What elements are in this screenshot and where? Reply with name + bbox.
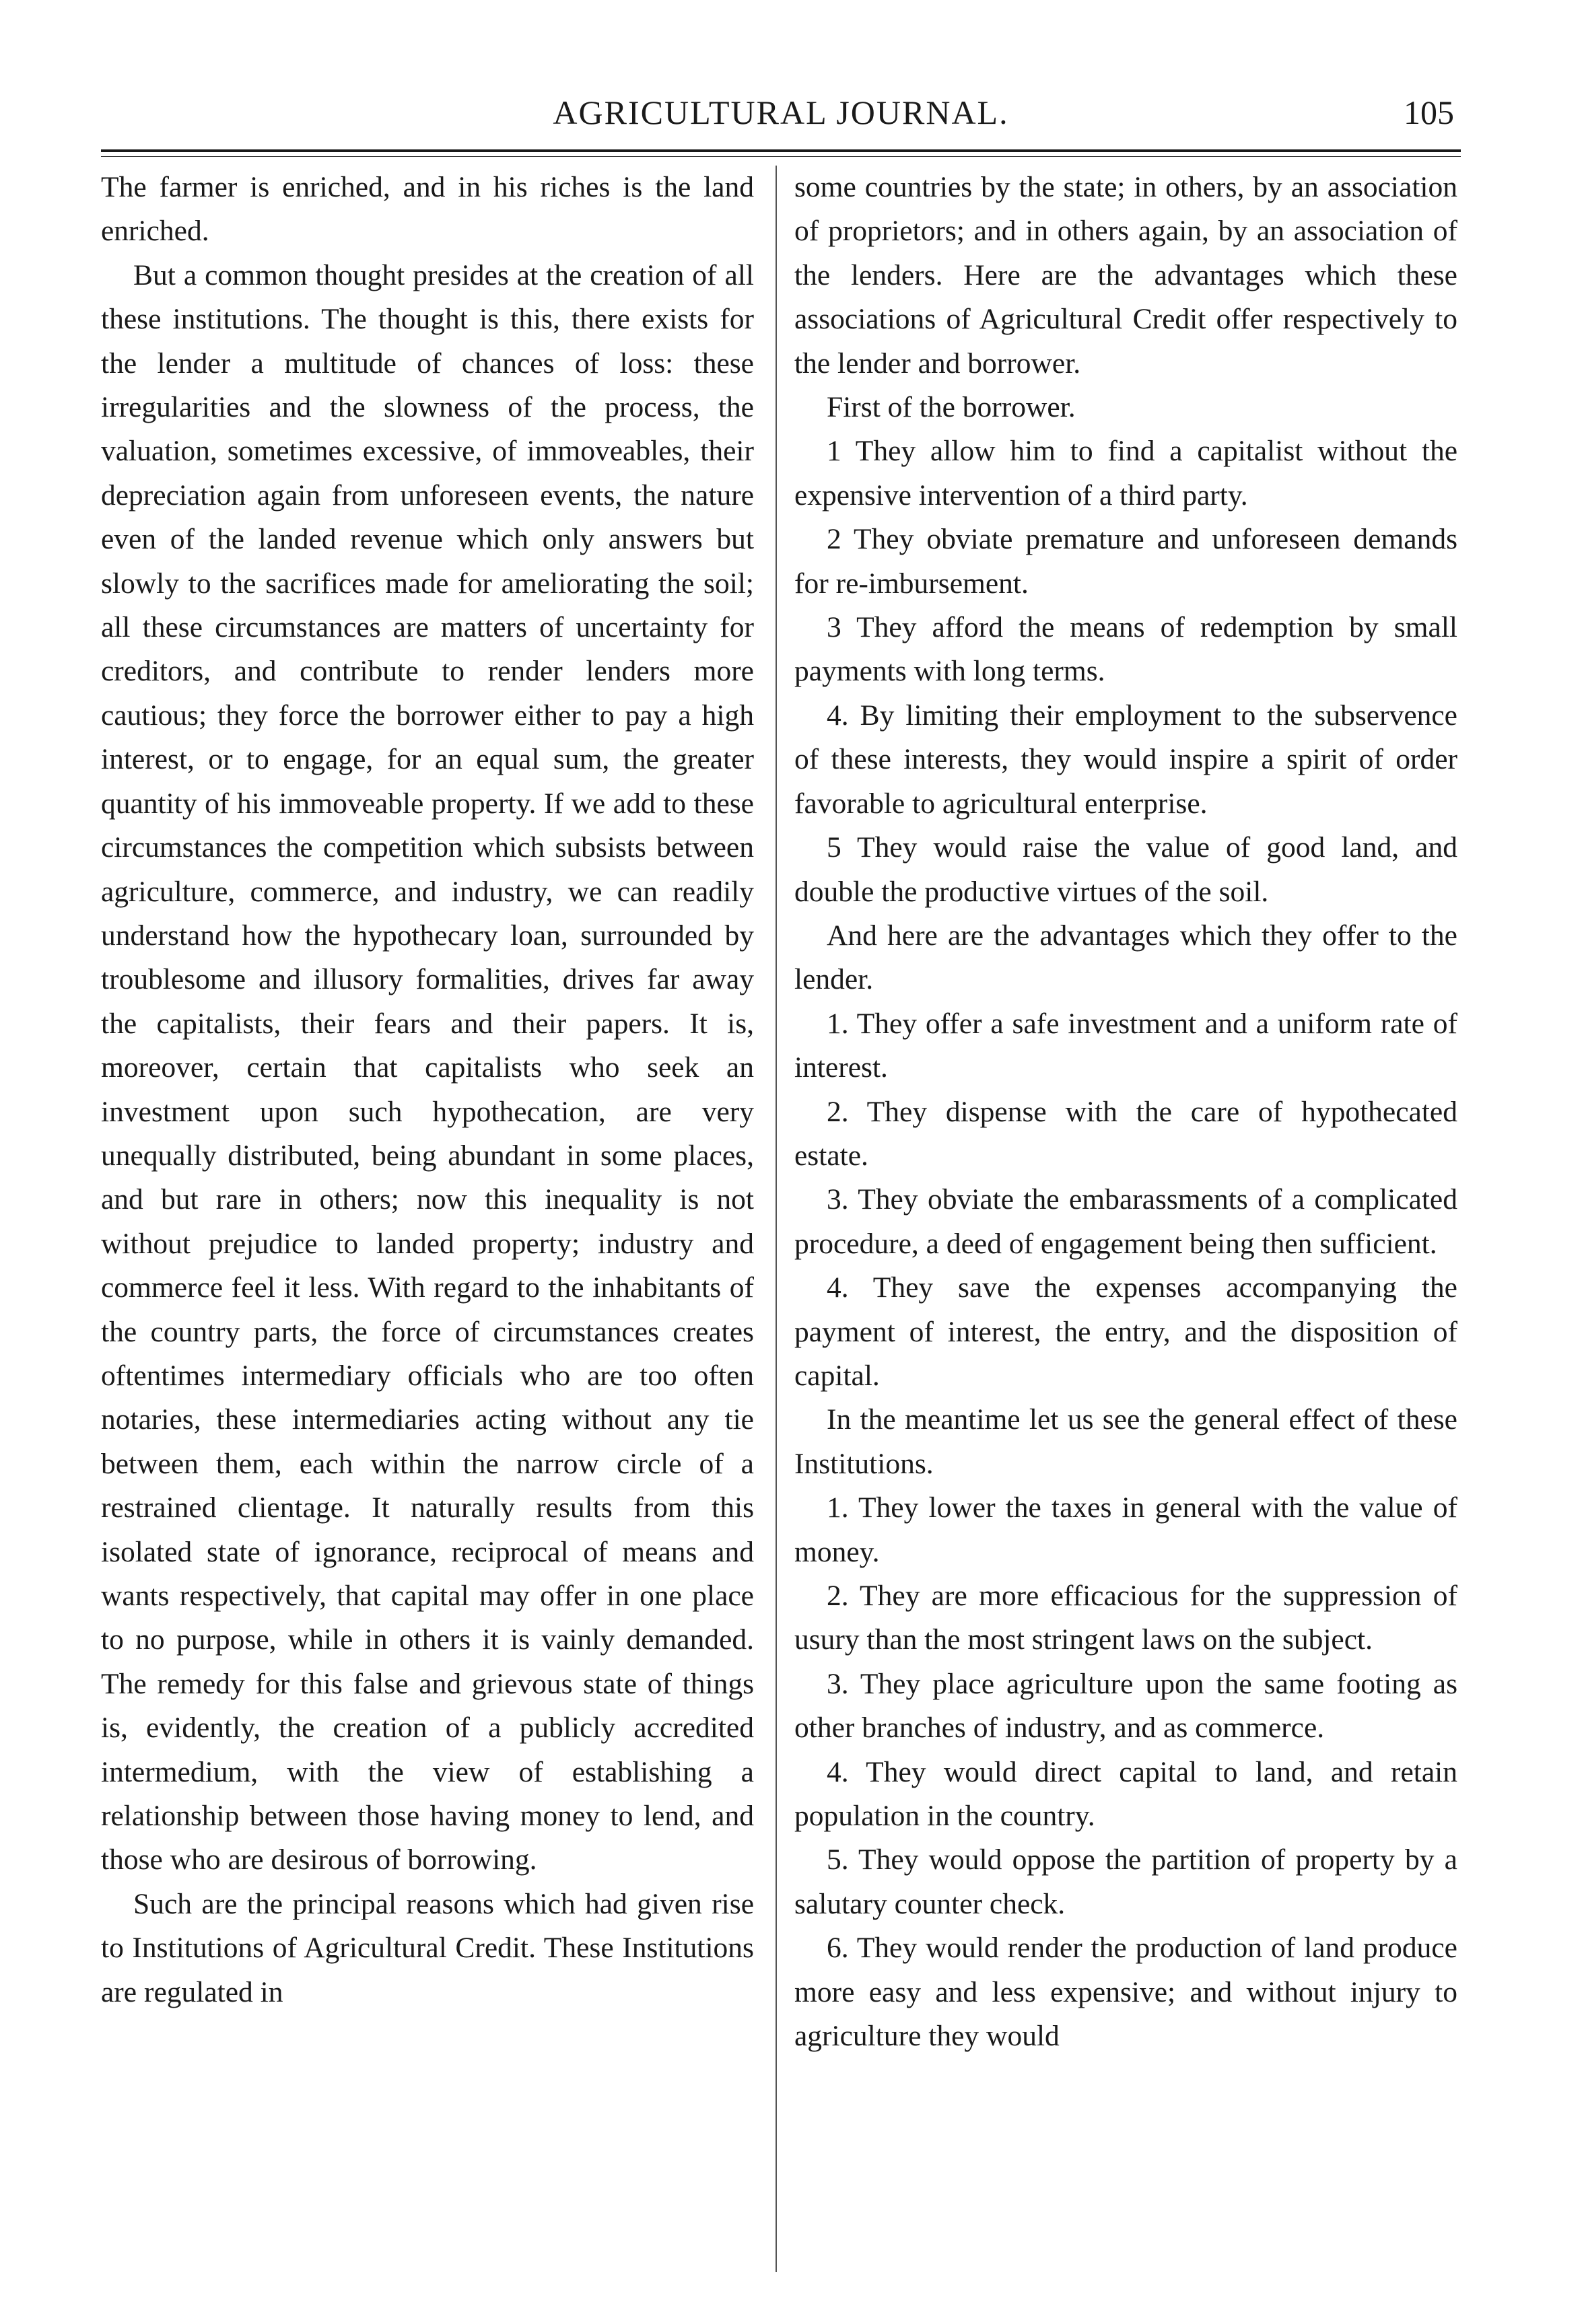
paragraph: The farmer is enriched, and in his riches is the land enriched. xyxy=(101,171,754,248)
paragraph: some countries by the state; in others, by an association of proprietors; and in others again, by an association of the lenders. Here are the advantages which these associations of Agricultural Credit offer respectively to the lender and borrower. xyxy=(794,171,1457,380)
list-item: 3 They afford the means of redemption by small payments with long terms. xyxy=(794,611,1457,688)
paragraph: In the meantime let us see the general effect of these Institutions. xyxy=(794,1403,1457,1480)
paragraph: But a common thought presides at the creation of all these institutions. The thought is this, there exists for the lender a multitude of chances of loss: these irregularities and the slowness of the process, the valuation, sometimes excessive, of immoveables, their depreciation again from unforeseen events, the nature even of the landed revenue which only answers but slowly to the sacrifices made for ameliorating the soil; all these circumstances are matters of uncertainty for creditors, and contribute to render lenders more cautious; they force the borrower either to pay a high interest, or to engage, for an equal sum, the greater quantity of his immoveable property. If we add to these circumstances the competition which subsists between agriculture, commerce, and industry, we can readily understand how the hypothecary loan, surrounded by troublesome and illusory formalities, drives far away the capitalists, their fears and their papers. It is, moreover, certain that capitalists who seek an investment upon such hypothecation, are very unequally distributed, being abundant in some places, and but rare in others; now this inequality is not without prejudice to landed property; industry and commerce feel it less. With regard to the inhabitants of the country parts, the force of circumstances creates oftentimes intermediary officials who are too often notaries, these intermediaries acting without any tie between them, each within the narrow circle of a restrained clientage. It naturally results from this isolated state of ignorance, reciprocal of means and wants respectively, that capital may offer in one place to no purpose, while in others it is vainly demanded. The remedy for this false and grievous state of things is, evidently, the creation of a publicly accredited intermedium, with the view of establishing a relationship between those having money to lend, and those who are desirous of borrowing. xyxy=(101,258,754,1876)
left-column xyxy=(101,166,754,2014)
list-item: 4. By limiting their employment to the subservence of these interests, they would inspire a spirit of order favorable to agricultural enterprise. xyxy=(794,699,1457,820)
paragraph: And here are the advantages which they offer to the lender. xyxy=(794,919,1457,996)
page-number: 105 xyxy=(1404,94,1454,131)
list-item: 2. They dispense with the care of hypothecated estate. xyxy=(794,1095,1457,1172)
list-item: 6. They would render the production of land produce more easy and less expensive; and without injury to agriculture they would xyxy=(794,1932,1457,2053)
list-item: 2. They are more efficacious for the suppression of usury than the most stringent laws on the subject. xyxy=(794,1580,1457,1656)
paragraph: First of the borrower. xyxy=(827,391,1076,424)
list-item: 5 They would raise the value of good land, and double the productive virtues of the soil. xyxy=(794,831,1457,908)
right-column xyxy=(794,166,1457,2058)
list-item: 2 They obviate premature and unforeseen demands for re-imbursement. xyxy=(794,523,1457,600)
running-head xyxy=(101,93,1461,140)
running-title: AGRICULTURAL JOURNAL. xyxy=(553,94,1009,131)
list-item: 1. They offer a safe investment and a uniform rate of interest. xyxy=(794,1007,1457,1084)
column-divider xyxy=(776,166,777,2272)
list-item: 4. They would direct capital to land, and retain population in the country. xyxy=(794,1755,1457,1833)
list-item: 3. They place agriculture upon the same footing as other branches of industry, and as commerce. xyxy=(794,1667,1457,1745)
header-rule-thin xyxy=(101,156,1461,157)
paragraph: Such are the principal reasons which had given rise to Institutions of Agricultural Credit. These Institutions are regulated in xyxy=(101,1887,754,2008)
list-item: 1. They lower the taxes in general with the value of money. xyxy=(794,1491,1457,1568)
list-item: 3. They obviate the embarassments of a complicated procedure, a deed of engagement being then sufficient. xyxy=(794,1183,1457,1260)
header-rule xyxy=(101,149,1461,152)
list-item: 1 They allow him to find a capitalist without the expensive intervention of a third party. xyxy=(794,435,1457,512)
list-item: 5. They would oppose the partition of property by a salutary counter check. xyxy=(794,1843,1457,1920)
list-item: 4. They save the expenses accompanying the payment of interest, the entry, and the disposition of capital. xyxy=(794,1271,1457,1392)
